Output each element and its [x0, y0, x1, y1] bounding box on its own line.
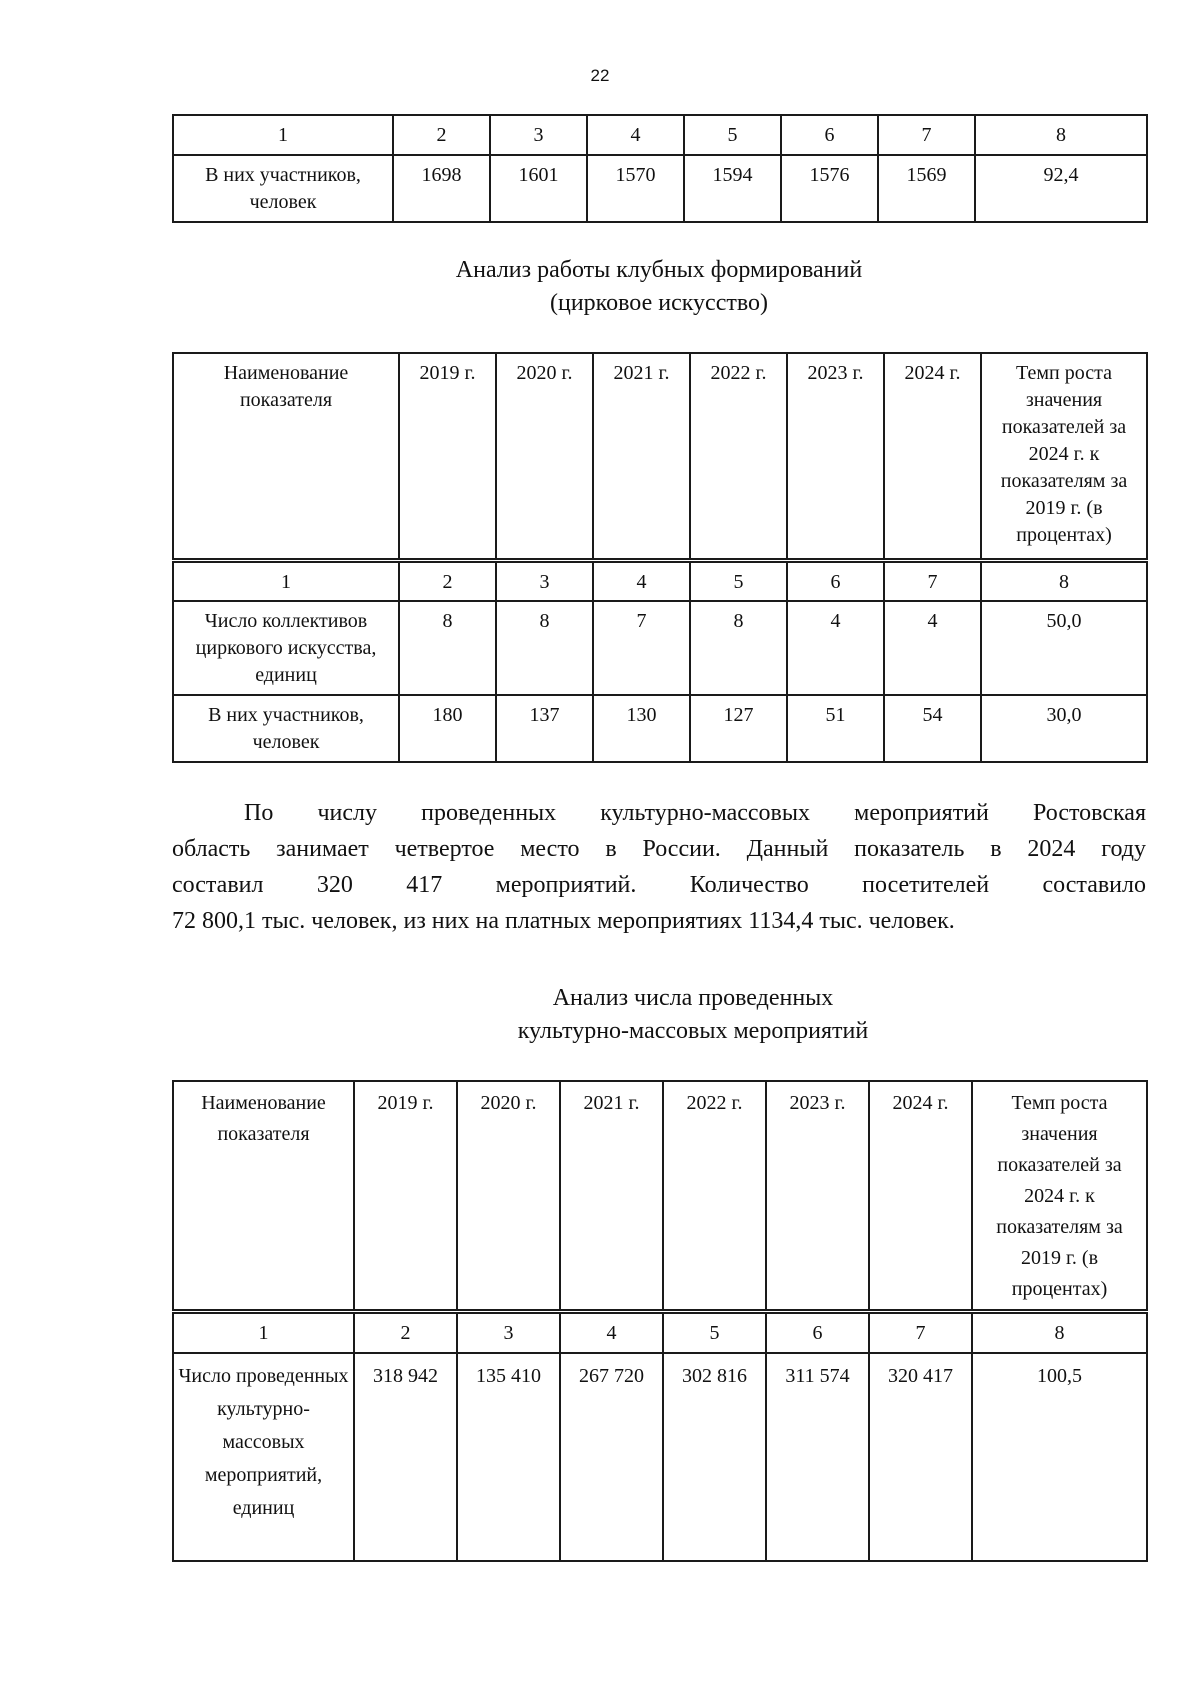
- column-header: 2019 г.: [399, 353, 496, 560]
- table-cell: 1576: [781, 155, 878, 222]
- header-row: [173, 1081, 1147, 1312]
- table-cell: 4: [884, 601, 981, 695]
- table-cell: 311 574: [766, 1353, 869, 1561]
- title-line: Анализ работы клубных формирований: [455, 257, 863, 283]
- table-row: [173, 1353, 1147, 1561]
- table-cell: 8: [496, 601, 593, 695]
- table-cell: 1594: [684, 155, 781, 222]
- column-header: 2023 г.: [787, 353, 884, 560]
- paragraph-line: По числу проведенных культурно-массовых мероприятий Ростовская: [244, 800, 1146, 826]
- column-header: 2022 г.: [690, 353, 787, 560]
- column-number: 4: [587, 115, 684, 155]
- table-cell: 302 816: [663, 1353, 766, 1561]
- table-cell: 1698: [393, 155, 490, 222]
- column-number: 1: [173, 560, 399, 601]
- table-cell: 7: [593, 601, 690, 695]
- column-header: Наименование показателя: [173, 1081, 354, 1312]
- table-cell: 127: [690, 695, 787, 762]
- table-row: [173, 695, 1147, 762]
- events-section-title: [240, 982, 1146, 1048]
- table-cell: 180: [399, 695, 496, 762]
- table-cell: 320 417: [869, 1353, 972, 1561]
- column-number: 1: [173, 115, 393, 155]
- table-cell: 30,0: [981, 695, 1147, 762]
- table-cell: 92,4: [975, 155, 1147, 222]
- row-label: В них участников, человек: [173, 695, 399, 762]
- row-label: В них участников, человек: [173, 155, 393, 222]
- paragraph-line: составил 320 417 мероприятий. Количество посетителей составило: [172, 872, 1146, 898]
- column-header: 2022 г.: [663, 1081, 766, 1312]
- column-header: 2024 г.: [884, 353, 981, 560]
- table-cell: 267 720: [560, 1353, 663, 1561]
- column-header: Наименование показателя: [173, 353, 399, 560]
- column-number: 1: [173, 1312, 354, 1353]
- table-cell: 8: [690, 601, 787, 695]
- column-number: 8: [975, 115, 1147, 155]
- body-paragraph: [172, 795, 1146, 939]
- title-line: (цирковое искусство): [549, 290, 768, 316]
- column-number: 5: [684, 115, 781, 155]
- column-header: 2021 г.: [560, 1081, 663, 1312]
- title-line: культурно-массовых мероприятий: [517, 1018, 869, 1044]
- table-cell: 1601: [490, 155, 587, 222]
- table-cell: 1569: [878, 155, 975, 222]
- column-header: Темп роста значения показателей за 2024 г. к показателям за 2019 г. (в процентах): [981, 353, 1147, 560]
- paragraph-line: 72 800,1 тыс. человек, из них на платных мероприятиях 1134,4 тыс. человек.: [172, 908, 955, 934]
- column-number: 5: [690, 560, 787, 601]
- row-label: Число коллективов циркового искусства, единиц: [173, 601, 399, 695]
- participants-table-continuation: [172, 114, 1148, 223]
- column-number: 7: [878, 115, 975, 155]
- column-number: 8: [981, 560, 1147, 601]
- column-number: 2: [393, 115, 490, 155]
- column-number: 2: [399, 560, 496, 601]
- column-header: 2021 г.: [593, 353, 690, 560]
- column-number: 7: [884, 560, 981, 601]
- column-header: 2020 г.: [496, 353, 593, 560]
- column-number: 3: [457, 1312, 560, 1353]
- column-number: 6: [781, 115, 878, 155]
- circus-table: [172, 352, 1148, 763]
- column-header: 2020 г.: [457, 1081, 560, 1312]
- table-cell: 130: [593, 695, 690, 762]
- row-label: Число проведенных культурно-массовых мероприятий, единиц: [173, 1353, 354, 1561]
- table-cell: 50,0: [981, 601, 1147, 695]
- table-cell: 54: [884, 695, 981, 762]
- table-cell: 1570: [587, 155, 684, 222]
- column-number: 7: [869, 1312, 972, 1353]
- column-number: 5: [663, 1312, 766, 1353]
- column-header: 2023 г.: [766, 1081, 869, 1312]
- column-number: 3: [490, 115, 587, 155]
- column-header: Темп роста значения показателей за 2024 г. к показателям за 2019 г. (в процентах): [972, 1081, 1147, 1312]
- column-number: 6: [766, 1312, 869, 1353]
- column-number: 8: [972, 1312, 1147, 1353]
- column-header: 2019 г.: [354, 1081, 457, 1312]
- table-cell: 100,5: [972, 1353, 1147, 1561]
- events-table: [172, 1080, 1148, 1562]
- column-number-row: [173, 560, 1147, 601]
- title-line: Анализ числа проведенных: [552, 985, 834, 1011]
- table-cell: 318 942: [354, 1353, 457, 1561]
- column-number: 6: [787, 560, 884, 601]
- paragraph-line: область занимает четвертое место в России. Данный показатель в 2024 году: [172, 836, 1146, 862]
- column-number: 3: [496, 560, 593, 601]
- table-cell: 51: [787, 695, 884, 762]
- column-number: 4: [560, 1312, 663, 1353]
- column-number: 4: [593, 560, 690, 601]
- table-row: [173, 601, 1147, 695]
- page-number: 22: [590, 66, 610, 85]
- table-cell: 137: [496, 695, 593, 762]
- table-row: [173, 155, 1147, 222]
- column-header: 2024 г.: [869, 1081, 972, 1312]
- column-number: 2: [354, 1312, 457, 1353]
- header-row: [173, 353, 1147, 560]
- table-cell: 4: [787, 601, 884, 695]
- table-cell: 8: [399, 601, 496, 695]
- column-number-row: [173, 115, 1147, 155]
- column-number-row: [173, 1312, 1147, 1353]
- table-cell: 135 410: [457, 1353, 560, 1561]
- circus-section-title: [172, 254, 1146, 320]
